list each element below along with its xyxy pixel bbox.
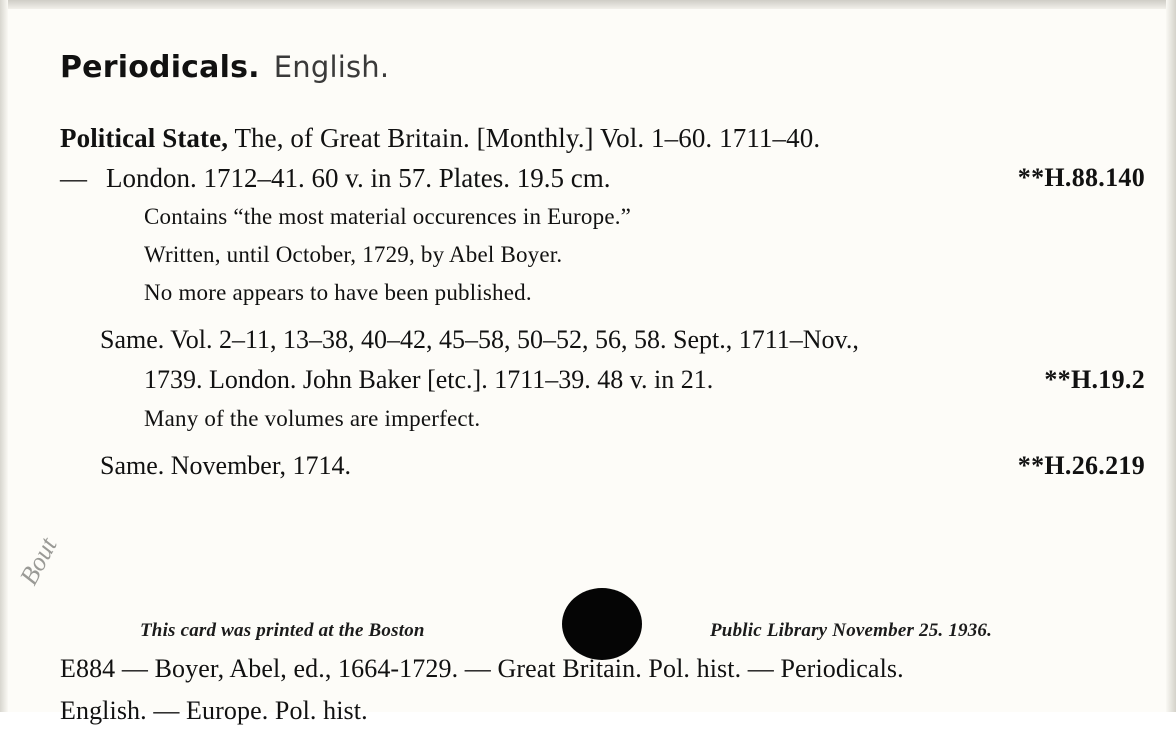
main-entry-note-1: Contains “the most material occurences in Europe.” bbox=[144, 204, 632, 229]
main-entry-imprint: London. 1712–41. 60 v. in 57. Plates. 19.5 cm. bbox=[106, 163, 611, 193]
printed-note-left: This card was printed at the Boston bbox=[140, 620, 425, 641]
same-entry-1-line-2 bbox=[60, 360, 1145, 400]
same-entry-1-line-1: Same. Vol. 2–11, 13–38, 40–42, 45–58, 50–52, 56, 58. Sept., 1711–Nov., bbox=[100, 325, 859, 354]
main-entry-title-rest: The, of Great Britain. [Monthly.] Vol. 1–60. 1711–40. bbox=[234, 123, 821, 153]
tracings-line-2: English. — Europe. Pol. hist. bbox=[60, 696, 368, 725]
main-entry-note-2: Written, until October, 1729, by Abel Boyer. bbox=[144, 242, 563, 267]
main-entry-note-3: No more appears to have been published. bbox=[144, 280, 532, 305]
call-number-main: **H.88.140 bbox=[1017, 163, 1145, 192]
main-entry-imprint-line bbox=[60, 158, 1145, 198]
subject-heading: Periodicals. bbox=[60, 50, 260, 85]
tracings-line-1: E884 — Boyer, Abel, ed., 1664-1729. — Great Britain. Pol. hist. — Periodicals. bbox=[60, 654, 904, 683]
tracings bbox=[60, 648, 1160, 732]
entry-block bbox=[60, 118, 1145, 486]
subject-subdivision: English. bbox=[273, 50, 390, 84]
same-entry-2-text: Same. November, 1714. bbox=[100, 451, 351, 480]
pencil-annotation: Bout bbox=[14, 532, 63, 590]
same-entry-2-line bbox=[60, 446, 1145, 486]
same-entry-1-note: Many of the volumes are imperfect. bbox=[144, 406, 481, 431]
card-heading bbox=[60, 50, 389, 85]
entry-dash: — bbox=[60, 163, 87, 193]
call-number-same-1: **H.19.2 bbox=[1044, 365, 1145, 394]
main-entry-title-line bbox=[60, 118, 1145, 158]
printed-note-right: Public Library November 25. 1936. bbox=[710, 620, 993, 641]
same-entry-1-imprint: 1739. London. John Baker [etc.]. 1711–39. 48 v. in 21. bbox=[144, 365, 714, 394]
main-entry-title: Political State, bbox=[60, 123, 229, 153]
call-number-same-2: **H.26.219 bbox=[1017, 451, 1145, 480]
